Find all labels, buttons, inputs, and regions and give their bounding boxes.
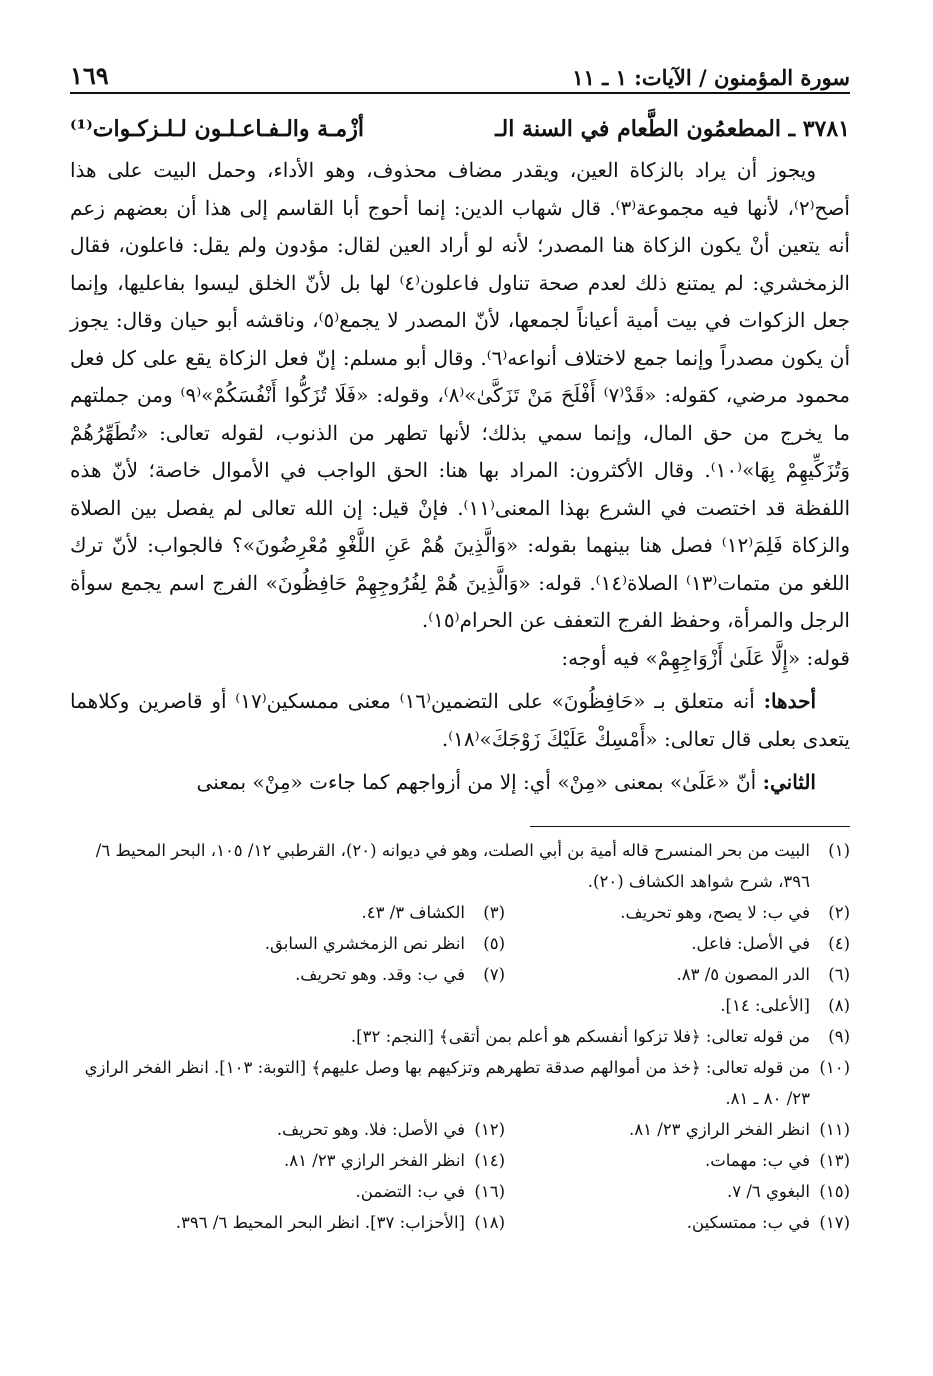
footnote-row xyxy=(70,928,850,959)
footnote-row xyxy=(70,1114,850,1145)
header-title: سورة المؤمنون / الآيات: ١ ـ ١١ xyxy=(572,65,850,90)
footnotes xyxy=(70,835,850,1238)
paragraph: قوله: «إِلَّا عَلَىٰ أَزْوَاجِهِمْ» فيه أوجه: xyxy=(561,645,850,670)
footnote: (١٥) البغوي ٦/ ٧. xyxy=(726,1181,850,1201)
footnote: (٨) [الأعلى: ١٤]. xyxy=(720,995,850,1015)
section-text: أنّ «عَلَىٰ» بمعنى «مِنْ» أي: إلا من أزواجهم كما جاءت «مِنْ» بمعنى xyxy=(196,770,757,794)
section-text: أنه متعلق بـ «حَافِظُونَ» على التضمين⁽١٦⁾ معنى ممسكين⁽١٧⁾ أو قاصرين وكلاهما يتعدى بعلى قال تعالى: «أَمْسِكْ عَلَيْكَ زَوْجَكَ»⁽١٨⁾. xyxy=(70,689,850,751)
section-paragraph xyxy=(70,683,850,758)
footnote-row xyxy=(70,897,850,928)
footnote: (١٢) في الأصل: فلا. وهو تحريف. xyxy=(276,1119,505,1139)
footnote: (٤) في الأصل: فاعل. xyxy=(691,933,850,953)
poetry-verse xyxy=(70,112,850,146)
footnote: (١٣) في ب: مهمات. xyxy=(704,1150,850,1170)
paragraph: ويجوز أن يراد بالزكاة العين، ويقدر مضاف محذوف، وهو الأداء، وحمل البيت على هذا أصح⁽٢⁾، لأنها فيه مجموعة⁽٣⁾. قال شهاب الدين: إنما أحوج أبا القاسم إلى هذا أن بعضهم زعم أنه يتعين أنْ يكون الزكاة هنا المصدر؛ لأنه لو أراد العين لقال: مؤدون ولم يقل: فاعلون، فقال الزمخشري: لم يمتنع ذلك لعدم صحة تناول فاعلون⁽٤⁾ لها بل لأنّ الخلق ليسوا بفاعليها، وإنما جعل الزكوات في بيت أمية أعياناً لجمعها، لأنّ المصدر لا يجمع⁽٥⁾، وناقشه أبو حيان وقال: يجوز أن يكون مصدراً وإنما جمع لاختلاف أنواعه⁽٦⁾. وقال أبو مسلم: إنّ فعل الزكاة يقع على كل فعل محمود مرضي، كقوله: «قَدْ⁽٧⁾ أَفْلَحَ مَنْ تَزَكَّىٰ»⁽٨⁾، وقوله: «فَلَا تُزَكُّوا أَنْفُسَكُمْ»⁽٩⁾ ومن جملتهم ما يخرج من حق المال، وإنما سمي بذلك؛ لأنها تطهر من الذنوب، لقوله تعالى: «تُطَهِّرُهُمْ وَتُزَكِّيهِمْ بِهَا»⁽١٠⁾. وقال الأكثرون: المراد بها هنا: الحق الواجب في الأموال خاصة؛ لأنّ هذه اللفظة قد اختصت في الشرع بهذا المعنى⁽١١⁾. فإنْ قيل: إن الله تعالى لم يفصل بين الصلاة والزكاة فَلِمَ⁽١٢⁾ فصل هنا بينهما بقوله: «وَالَّذِينَ هُمْ عَنِ اللَّغْوِ مُعْرِضُونَ»؟ فالجواب: لأنّ ترك اللغو من متمات⁽١٣⁾ الصلاة⁽١٤⁾. قوله: «وَالَّذِينَ هُمْ لِفُرُوجِهِمْ حَافِظُونَ» الفرج اسم يجمع سوأة الرجل والمرأة، وحفظ الفرج التعفف عن الحرام⁽١٥⁾. xyxy=(70,158,851,632)
footnote: (١٨) [الأحزاب: ٣٧]. انظر البحر المحيط ٦/ ٣٩٦. xyxy=(175,1212,505,1232)
footnote: (٧) في ب: وقد. وهو تحريف. xyxy=(295,964,505,984)
verse-second-hemistich: أزْمـة والـفـاعـلـون لـلـزكـوات⁽¹⁾ xyxy=(70,116,364,142)
footnote: (٦) الدر المصون ٥/ ٨٣. xyxy=(676,964,850,984)
footnote-row xyxy=(70,959,850,990)
footnote-divider xyxy=(530,826,850,827)
verse-first-hemistich: ٣٧٨١ ـ المطعمُون الطَّعام في السنة الـ xyxy=(495,116,850,142)
footnote: (١٠) من قوله تعالى: ﴿خذ من أموالهم صدقة تطهرهم وتزكيهم بها وصل عليهم﴾ [التوبة: ١٠٣]. انظر الفخر الرازي ٢٣/ ٨٠ ـ ٨١. xyxy=(84,1057,850,1108)
footnote: (٩) من قوله تعالى: ﴿فلا تزكوا أنفسكم هو أعلم بمن أتقى﴾ [النجم: ٣٢]. xyxy=(350,1026,850,1046)
footnote: (١) البيت من بحر المنسرح قاله أمية بن أبي الصلت، وهو في ديوانه (٢٠)، القرطبي ١٢/ ١٠٥، البحر المحيط ٦/ ٣٩٦، شرح شواهد الكشاف (٢٠). xyxy=(95,840,850,891)
section-label: الثاني: xyxy=(762,770,816,794)
footnote-row xyxy=(70,1176,850,1207)
main-text xyxy=(70,152,850,802)
footnote-row xyxy=(70,1207,850,1238)
footnote: (٥) انظر نص الزمخشري السابق. xyxy=(264,933,505,953)
footnote: (١١) انظر الفخر الرازي ٢٣/ ٨١. xyxy=(629,1119,850,1139)
section-label: أحدها: xyxy=(763,689,817,713)
footnote-row xyxy=(70,1145,850,1176)
running-header xyxy=(70,52,850,94)
footnote: (١٤) انظر الفخر الرازي ٢٣/ ٨١. xyxy=(284,1150,505,1170)
section-paragraph xyxy=(70,764,850,802)
document-page xyxy=(70,52,850,1238)
footnote: (١٧) في ب: ممتسكين. xyxy=(686,1212,850,1232)
footnote: (١٦) في ب: التضمن. xyxy=(355,1181,505,1201)
footnote: (٣) الكشاف ٣/ ٤٣. xyxy=(361,902,505,922)
footnote: (٢) في ب: لا يصح، وهو تحريف. xyxy=(620,902,850,922)
page-number: ١٦٩ xyxy=(70,61,109,90)
